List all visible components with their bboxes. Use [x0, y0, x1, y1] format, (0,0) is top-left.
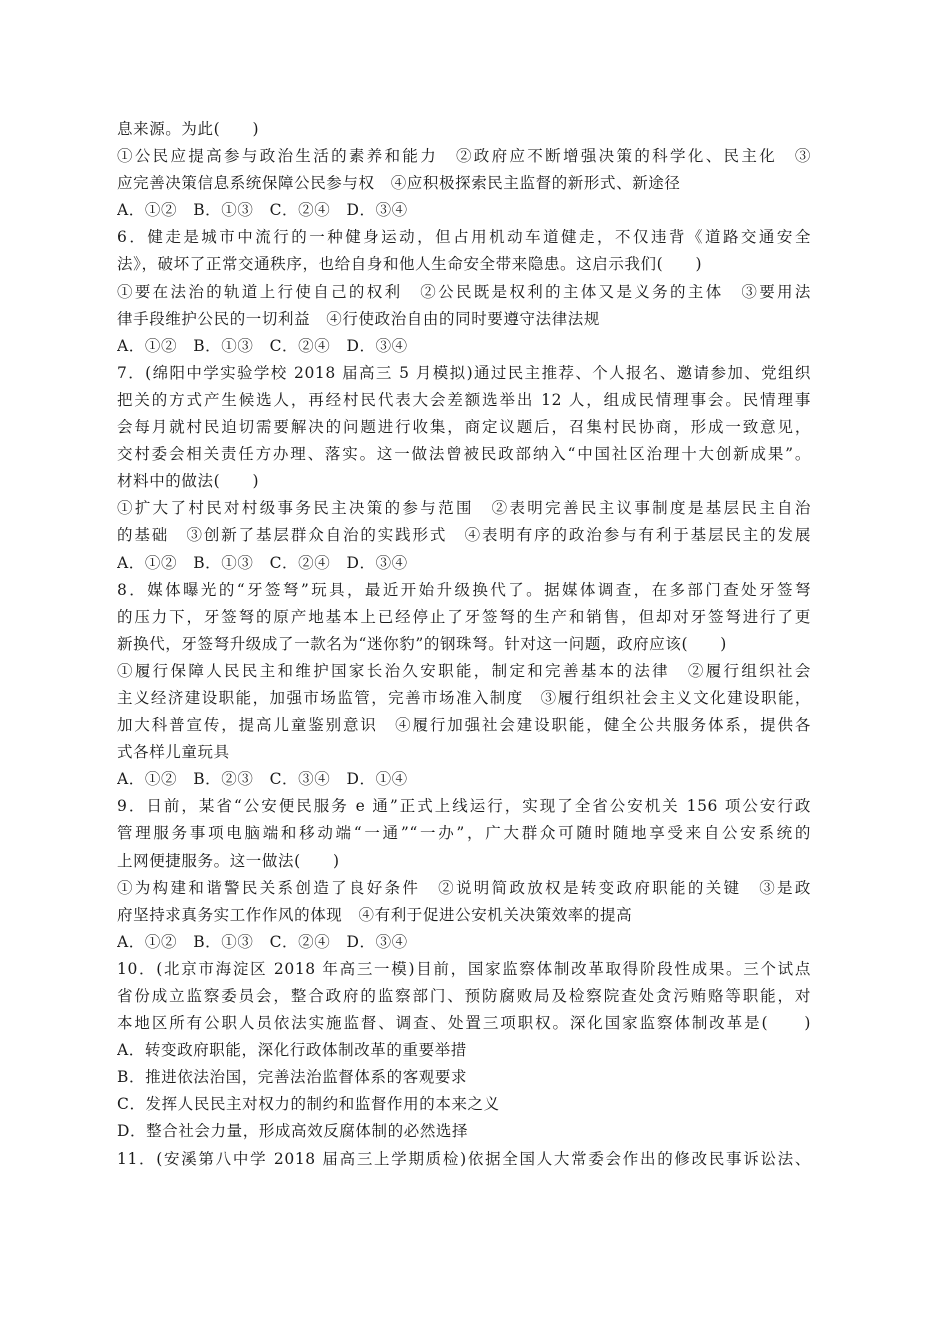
- question-text-line: 管理服务事项电脑端和移动端“一通”“一办”，广大群众可随时随地享受来自公安系统的: [117, 824, 811, 843]
- question-text-line: 本地区所有公职人员依法实施监督、调查、处置三项职权。深化国家监察体制改革是( ): [117, 1014, 811, 1033]
- question-text-line: 会每月就村民迫切需要解决的问题进行收集，商定议题后，召集村民协商，形成一致意见，: [117, 418, 811, 437]
- answer-choices: A．①② B．①③ C．②④ D．③④: [117, 336, 408, 355]
- question-text-line: 11．(安溪第八中学 2018 届高三上学期质检)依据全国人大常委会作出的修改民事诉讼法、: [117, 1149, 811, 1168]
- question-9: [117, 793, 811, 956]
- answer-choices: A．①② B．①③ C．②④ D．③④: [117, 553, 408, 572]
- question-11: [117, 1146, 811, 1173]
- answer-choice-c: C．发挥人民民主对权力的制约和监督作用的本来之义: [117, 1095, 500, 1114]
- statement-options-line: 应完善决策信息系统保障公民参与权 ④应积极探索民主监督的新形式、新途径: [117, 174, 681, 193]
- question-text-line: 交村委会相关责任方办理、落实。这一做法曾被民政部纳入“中国社区治理十大创新成果”。: [117, 445, 811, 464]
- answer-choice-b: B．推进依法治国，完善法治监督体系的客观要求: [117, 1068, 468, 1087]
- question-text-line: 10．(北京市海淀区 2018 年高三一模)目前，国家监察体制改革取得阶段性成果。三个试点: [117, 959, 811, 978]
- answer-choice-d: D．整合社会力量，形成高效反腐体制的必然选择: [117, 1122, 469, 1141]
- statement-options-line: ①扩大了村民对村级事务民主决策的参与范围 ②表明完善民主议事制度是基层民主自治: [117, 499, 811, 518]
- statement-options-line: 加大科普宣传，提高儿童鉴别意识 ④履行加强社会建设职能，健全公共服务体系，提供各: [117, 716, 811, 735]
- question-text-line: 8．媒体曝光的“牙签弩”玩具，最近开始升级换代了。据媒体调查，在多部门查处牙签弩: [117, 580, 811, 599]
- statement-options-line: 府坚持求真务实工作作风的体现 ④有利于促进公安机关决策效率的提高: [117, 905, 633, 924]
- question-text-line: 9．日前，某省“公安便民服务 e 通”正式上线运行，实现了全省公安机关 156 项公安行政: [117, 797, 811, 816]
- question-text-line: 6．健走是城市中流行的一种健身运动，但占用机动车道健走，不仅违背《道路交通安全: [117, 228, 811, 247]
- answer-choices: A．①② B．②③ C．③④ D．①④: [117, 770, 408, 789]
- question-text-line: 材料中的做法( ): [117, 472, 260, 491]
- question-6: [117, 224, 811, 359]
- document-page: [117, 116, 811, 1173]
- question-text-line: 7．(绵阳中学实验学校 2018 届高三 5 月模拟)通过民主推荐、个人报名、邀请参加、党组织: [117, 363, 811, 382]
- statement-options-line: ①履行保障人民民主和维护国家长治久安职能，制定和完善基本的法律 ②履行组织社会: [117, 661, 811, 680]
- question-8: [117, 577, 811, 794]
- answer-choice-a: A．转变政府职能，深化行政体制改革的重要举措: [117, 1041, 467, 1060]
- statement-options-line: 式各样儿童玩具: [117, 743, 230, 762]
- question-text-line: 息来源。为此( ): [117, 120, 260, 138]
- question-10: [117, 956, 811, 1146]
- question-text-line: 法》，破坏了正常交通秩序，也给自身和他人生命安全带来隐患。这启示我们( ): [117, 255, 703, 274]
- question-text-line: 上网便捷服务。这一做法( ): [117, 851, 340, 870]
- statement-options-line: ①为构建和谐警民关系创造了良好条件 ②说明简政放权是转变政府职能的关键 ③是政: [117, 878, 811, 897]
- question-text-line: 省份成立监察委员会，整合政府的监察部门、预防腐败局及检察院查处贪污贿赂等职能，对: [117, 987, 811, 1005]
- answer-choices: A．①② B．①③ C．②④ D．③④: [117, 201, 408, 220]
- statement-options-line: 律手段维护公民的一切利益 ④行使政治自由的同时要遵守法律法规: [117, 309, 601, 328]
- question-text-line: 的压力下，牙签弩的原产地基本上已经停止了牙签弩的生产和销售，但却对牙签弩进行了更: [117, 607, 811, 626]
- statement-options-line: 的基础 ③创新了基层群众自治的实践形式 ④表明有序的政治参与有利于基层民主的发展: [117, 526, 811, 545]
- question-text-line: 把关的方式产生候选人，再经村民代表大会差额选举出 12 人，组成民情理事会。民情理事: [117, 390, 811, 409]
- answer-choices: A．①② B．①③ C．②④ D．③④: [117, 932, 408, 951]
- statement-options-line: 主义经济建设职能，加强市场监管，完善市场准入制度 ③履行组织社会主义文化建设职能，: [117, 688, 811, 707]
- question-text-line: 新换代，牙签弩升级成了一款名为“迷你豹”的钢珠弩。针对这一问题，政府应该( ): [117, 634, 727, 653]
- statement-options-line: ①要在法治的轨道上行使自己的权利 ②公民既是权利的主体又是义务的主体 ③要用法: [117, 282, 811, 301]
- question-5-continued: [117, 116, 811, 224]
- question-7: [117, 360, 811, 577]
- statement-options-line: ①公民应提高参与政治生活的素养和能力 ②政府应不断增强决策的科学化、民主化 ③: [117, 147, 811, 166]
